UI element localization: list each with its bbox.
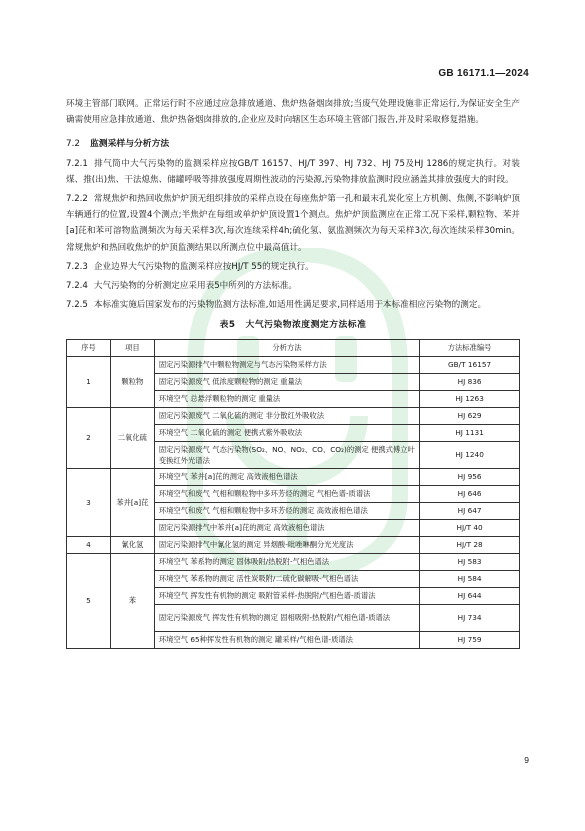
- method-cell: 固定污染源排气中颗粒物测定与气态污染物采样方法: [154, 356, 419, 373]
- table-row: [67, 407, 520, 424]
- method-cell: 固定污染源排气中苯并[a]芘的测定 高效液相色谱法: [154, 519, 419, 536]
- header-standard: 方法标准编号: [420, 339, 520, 356]
- standard-cell: HJ 836: [420, 373, 520, 390]
- page-number: 9: [524, 755, 529, 765]
- pollutant-cell: 氰化氢: [110, 536, 154, 553]
- method-cell: 环境空气 苯系物的测定 固体吸附/热脱附-气相色谱法: [154, 553, 419, 570]
- table-row: [67, 356, 520, 373]
- standard-cell: HJ 644: [420, 587, 520, 604]
- method-cell: 环境空气 二氧化硫的测定 便携式紫外吸收法: [154, 424, 419, 441]
- clause-text: 本标准实施后国家发布的污染物监测方法标准,如适用性满足要求,同样适用于本标准相应污染物的测定。: [93, 300, 487, 311]
- method-cell: 环境空气和废气 气相和颗粒物中多环芳烃的测定 气相色谱-质谱法: [154, 485, 419, 502]
- table-number: 表5: [219, 320, 236, 331]
- standard-cell: HJ/T 28: [420, 536, 520, 553]
- row-number-cell: 5: [67, 553, 111, 648]
- method-cell: 固定污染源废气 低浓度颗粒物的测定 重量法: [154, 373, 419, 390]
- pollutant-cell: 二氧化硫: [110, 407, 154, 468]
- row-number-cell: 4: [67, 536, 111, 553]
- clause-list: [66, 156, 520, 314]
- document-body: [66, 96, 520, 649]
- clause: [66, 297, 520, 313]
- standard-cell: HJ 1263: [420, 390, 520, 407]
- pollutant-cell: 苯: [110, 553, 154, 648]
- clause-text: 常规焦炉和热回收焦炉炉顶无组织排放的采样点设在每座焦炉第一孔和最末孔炭化室上方机侧、焦侧,不影响炉顶车辆通行的位置,设置4个测点;半焦炉在每组或单炉炉顶设置1个测点。焦炉炉顶监测应在正常工况下采样,颗粒物、苯并[a]芘和苯可溶物监测频次为每天采样3次,每次连续采样4h;硫化氢、氨监测频次为每天采样3次,每次连续采样30min。常规焦炉和热回收焦炉的炉顶监测结果以所测点位中最高值计。: [66, 194, 520, 253]
- method-cell: 固定污染源废气 二氧化硫的测定 非分散红外吸收法: [154, 407, 419, 424]
- document-code: GB 16171.1—2024: [438, 68, 529, 79]
- standard-cell: HJ 1240: [420, 441, 520, 468]
- standard-cell: HJ 629: [420, 407, 520, 424]
- standard-cell: HJ 759: [420, 631, 520, 648]
- standard-cell: HJ 956: [420, 468, 520, 485]
- clause-number: 7.2.4: [66, 281, 88, 292]
- row-number-cell: 1: [67, 356, 111, 407]
- table-row: [67, 468, 520, 485]
- method-cell: 固定污染源排气中氰化氢的测定 异烟酸-吡唑啉酮分光光度法: [154, 536, 419, 553]
- table-row: [67, 536, 520, 553]
- clause-text: 大气污染物的分析测定应采用表5中所列的方法标准。: [93, 281, 297, 292]
- clause: [66, 259, 520, 275]
- standard-cell: HJ 646: [420, 485, 520, 502]
- pollutant-cell: 颗粒物: [110, 356, 154, 407]
- standard-cell: HJ 584: [420, 570, 520, 587]
- clause-number: 7.2.5: [66, 300, 88, 311]
- method-cell: 环境空气 苯系物的测定 活性炭吸附/二硫化碳解吸-气相色谱法: [154, 570, 419, 587]
- method-cell: 环境空气 苯并[a]芘的测定 高效液相色谱法: [154, 468, 419, 485]
- standard-cell: GB/T 16157: [420, 356, 520, 373]
- header-item: 项目: [110, 339, 154, 356]
- clause-text: 排气筒中大气污染物的监测采样应按GB/T 16157、HJ/T 397、HJ 732、HJ 75及HJ 1286的规定执行。对装煤、推(出)焦、干法熄焦、储罐呼吸等排放强度周期性波动的污染源,污染物排放监测时段应涵盖其排放强度大的时段。: [66, 158, 520, 185]
- table-title: 大气污染物浓度测定方法标准: [245, 320, 367, 331]
- standard-cell: HJ 1131: [420, 424, 520, 441]
- header-method: 分析方法: [154, 339, 419, 356]
- clause: [66, 278, 520, 294]
- clause: [66, 191, 520, 256]
- standard-cell: HJ 583: [420, 553, 520, 570]
- methods-table: [66, 339, 520, 649]
- clause: [66, 156, 520, 188]
- clause-text: 企业边界大气污染物的监测采样应按HJ/T 55的规定执行。: [93, 261, 314, 272]
- clause-number: 7.2.2: [66, 194, 88, 205]
- section-title: 监测采样与分析方法: [90, 139, 170, 150]
- method-cell: 环境空气 挥发性有机物的测定 吸附管采样-热脱附/气相色谱-质谱法: [154, 587, 419, 604]
- method-cell: 固定污染源废气 挥发性有机物的测定 固相吸附-热脱附/气相色谱-质谱法: [154, 604, 419, 631]
- row-number-cell: 3: [67, 468, 111, 536]
- method-cell: 固定污染源废气 气态污染物(SO₂、NO、NO₂、CO、CO₂)的测定 便携式傅立叶变换红外光谱法: [154, 441, 419, 468]
- standard-cell: HJ 734: [420, 604, 520, 631]
- row-number-cell: 2: [67, 407, 111, 468]
- section-number: 7.2: [66, 139, 80, 150]
- standard-cell: HJ/T 40: [420, 519, 520, 536]
- table-header-row: [67, 339, 520, 356]
- clause-number: 7.2.1: [66, 158, 88, 169]
- intro-paragraph: 环境主管部门联网。正常运行时不应通过应急排放通道、焦炉热备烟囱排放;当废气处理设施非正常运行,为保证安全生产确需使用应急排放通道、焦炉热备烟囱排放的,企业应及时向辖区生态环境主管部门报告,并及时采取修复措施。: [66, 99, 520, 126]
- clause-number: 7.2.3: [66, 261, 88, 272]
- method-cell: 环境空气 总悬浮颗粒物的测定 重量法: [154, 390, 419, 407]
- section-heading: [66, 136, 520, 152]
- table-caption: [66, 317, 520, 333]
- pollutant-cell: 苯并[a]芘: [110, 468, 154, 536]
- table-row: [67, 553, 520, 570]
- method-cell: 环境空气 65种挥发性有机物的测定 罐采样/气相色谱-质谱法: [154, 631, 419, 648]
- header-no: 序号: [67, 339, 111, 356]
- method-cell: 环境空气和废气 气相和颗粒物中多环芳烃的测定 高效液相色谱法: [154, 502, 419, 519]
- standard-cell: HJ 647: [420, 502, 520, 519]
